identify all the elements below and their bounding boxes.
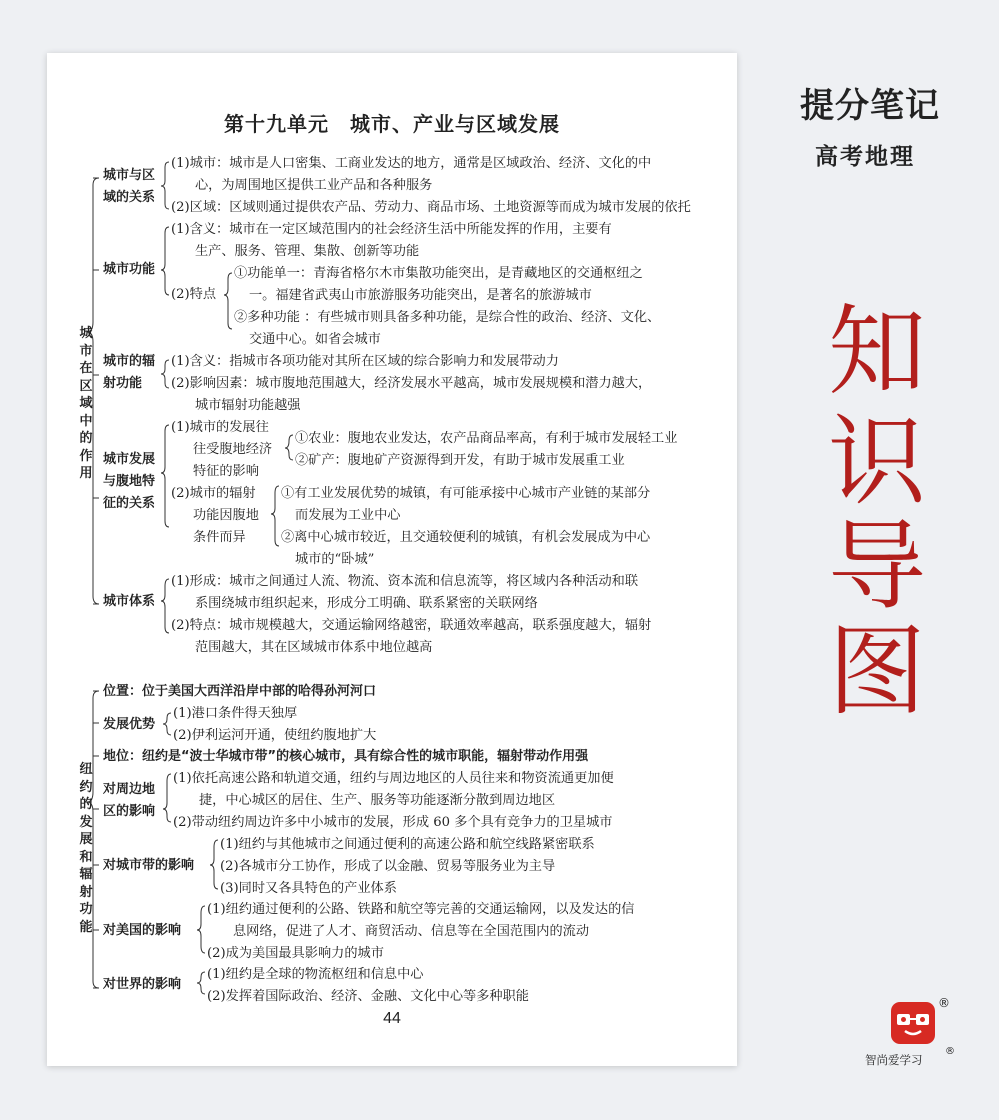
logo-text-registered-mark: ®: [945, 1046, 955, 1057]
label-world: 对世界的影响: [103, 977, 182, 992]
belt-i2: (2)各城市分工协作，形成了以金融、贸易等服务业为主导: [220, 859, 556, 874]
belt-i1: (1)纽约与其他城市之间通过便利的高速公路和航空线路紧密联系: [220, 837, 595, 852]
function-multi-l2: 交通中心。如省会城市: [249, 332, 381, 347]
brand-title: 提分笔记: [800, 86, 940, 126]
label-function: 城市功能: [103, 262, 156, 277]
big-char-2: 识: [827, 405, 926, 519]
hinterland-town2-l1: ②离中心城市较近，且交通较便利的城镇，有机会发展成为中心: [281, 530, 651, 545]
system-feat-l1: (2)特点：城市规模越大，交通运输网络越密，联通效率越高，联系强度越大，辐射: [171, 618, 652, 633]
root-newyork: 纽约的发展和辐射功能: [79, 762, 93, 935]
label-hinterland-l2: 与腹地特: [103, 474, 156, 489]
relation-city-l2: 心，为周围地区提供工业产品和各种服务: [195, 178, 433, 193]
label-system: 城市体系: [103, 594, 156, 609]
big-char-1: 知: [827, 295, 926, 409]
label-radiation-l1: 城市的辐: [103, 354, 156, 369]
page-title: 第十九单元 城市、产业与区域发展: [224, 112, 560, 136]
label-hinterland-l1: 城市发展: [103, 452, 156, 467]
label-surround-l1: 对周边地: [103, 782, 156, 797]
label-radiation-l2: 射功能: [103, 376, 143, 391]
subject-label: 高考地理: [815, 144, 915, 170]
function-meaning-l2: 生产、服务、管理、集散、创新等功能: [195, 244, 420, 259]
hinterland-agri: ①农业：腹地农业发达，农产品商品率高，有利于城市发展轻工业: [295, 431, 678, 446]
document-page: [47, 53, 737, 1066]
surround-i1-l2: 捷，中心城区的居住、生产、服务等功能逐渐分散到周边地区: [199, 793, 556, 808]
relation-city-l1: (1)城市：城市是人口密集、工商业发达的地方，通常是区域政治、经济、文化的中: [171, 156, 652, 171]
system-feat-l2: 范围越大，其在区域城市体系中地位越高: [195, 640, 433, 655]
label-belt: 对城市带的影响: [103, 858, 195, 873]
hinterland-town1-l2: 而发展为工业中心: [295, 508, 401, 523]
ny-status: 地位：纽约是“波士华城市带”的核心城市，具有综合性的城市职能，辐射带动作用强: [103, 749, 589, 764]
system-form-l1: (1)形成：城市之间通过人流、物流、资本流和信息流等，将区域内各种活动和联: [171, 574, 639, 589]
function-single-l1: ①功能单一：青海省格尔木市集散功能突出，是青藏地区的交通枢纽之: [234, 266, 643, 281]
label-hinterland-l3: 征的关系: [103, 496, 156, 511]
belt-i3: (3)同时又各具特色的产业体系: [220, 881, 397, 896]
world-i2: (2)发挥着国际政治、经济、金融、文化中心等多种职能: [207, 989, 529, 1004]
usa-i1-l1: (1)纽约通过便利的公路、铁路和航空等完善的交通运输网，以及发达的信: [207, 902, 635, 917]
page-number: 44: [383, 1010, 401, 1027]
surround-i1-l1: (1)依托高速公路和轨道交通，纽约与周边地区的人员往来和物资流通更加便: [173, 771, 614, 786]
logo-registered-mark: ®: [938, 996, 950, 1010]
relation-region: (2)区域：区域则通过提供农产品、劳动力、商品市场、土地资源等而成为城市发展的依托: [171, 200, 691, 215]
usa-i1-l2: 息网络，促进了人才、商贸活动、信息等在全国范围内的流动: [233, 924, 590, 939]
label-relation-l1: 城市与区: [103, 168, 156, 183]
logo-text: 智尚爱学习: [865, 1053, 923, 1067]
function-feature: (2)特点: [171, 287, 217, 302]
hinterland-rad-l1: (2)城市的辐射: [171, 486, 256, 501]
hinterland-rad-l2: 功能因腹地: [193, 508, 259, 523]
advantage-port: (1)港口条件得天独厚: [173, 706, 298, 721]
radiation-meaning: (1)含义：指城市各项功能对其所在区域的综合影响力和发展带动力: [171, 354, 559, 369]
function-single-l2: 一。福建省武夷山市旅游服务功能突出，是著名的旅游城市: [249, 288, 592, 303]
label-advantage: 发展优势: [103, 717, 156, 732]
usa-i2: (2)成为美国最具影响力的城市: [207, 946, 384, 961]
surround-i2: (2)带动纽约周边许多中小城市的发展，形成 60 多个具有竞争力的卫星城市: [173, 815, 613, 830]
brand-logo-icon: [891, 1002, 935, 1044]
hinterland-dev-l1: (1)城市的发展往: [171, 420, 269, 435]
radiation-factor-l2: 城市辐射功能越强: [195, 398, 301, 413]
label-relation-l2: 域的关系: [103, 190, 156, 205]
ny-location: 位置：位于美国大西洋沿岸中部的哈得孙河河口: [103, 684, 377, 699]
function-meaning-l1: (1)含义：城市在一定区域范围内的社会经济生活中所能发挥的作用，主要有: [171, 222, 612, 237]
system-form-l2: 系围绕城市组织起来，形成分工明确、联系紧密的关联网络: [195, 596, 538, 611]
hinterland-town1-l1: ①有工业发展优势的城镇，有可能承接中心城市产业链的某部分: [281, 486, 651, 501]
advantage-canal: (2)伊利运河开通，使纽约腹地扩大: [173, 728, 377, 743]
world-i1: (1)纽约是全球的物流枢纽和信息中心: [207, 967, 424, 982]
radiation-factor-l1: (2)影响因素：城市腹地范围越大，经济发展水平越高，城市发展规模和潜力越大，: [171, 376, 652, 391]
hinterland-town2-l2: 城市的“卧城”: [295, 552, 375, 567]
root-city-role: 城市在区域中的作用: [79, 326, 93, 481]
function-multi-l1: ②多种功能 ：有些城市则具备多种功能，是综合性的政治、经济、文化、: [234, 310, 661, 325]
label-usa: 对美国的影响: [103, 923, 182, 938]
hinterland-dev-l2: 往受腹地经济: [193, 442, 273, 457]
hinterland-rad-l3: 条件而异: [193, 530, 246, 545]
big-char-3: 导: [827, 510, 926, 624]
hinterland-dev-l3: 特征的影响: [193, 464, 259, 479]
big-char-4: 图: [827, 615, 926, 729]
hinterland-mineral: ②矿产：腹地矿产资源得到开发，有助于城市发展重工业: [295, 453, 625, 468]
label-surround-l2: 区的影响: [103, 804, 156, 819]
